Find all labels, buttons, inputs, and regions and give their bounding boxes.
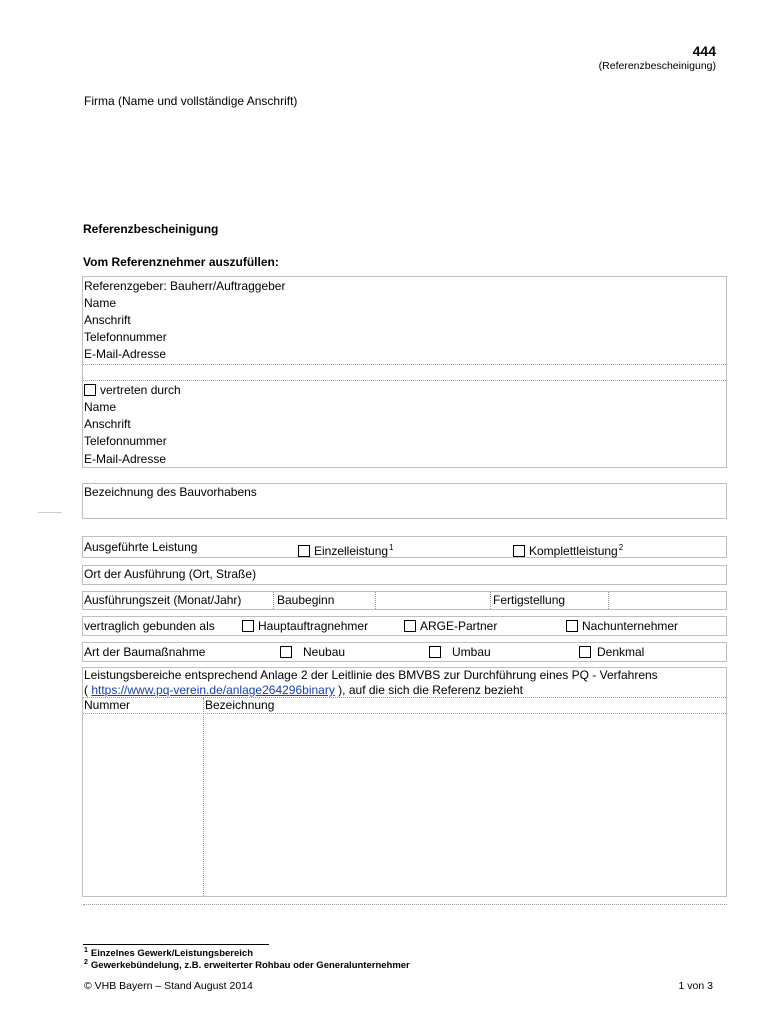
footnote-2 bbox=[84, 959, 410, 971]
vertrag-option-arge-partner bbox=[404, 618, 497, 635]
form-number: 444 bbox=[692, 43, 716, 59]
umbau-checkbox[interactable] bbox=[429, 646, 441, 658]
umbau-label: Umbau bbox=[452, 645, 491, 659]
hauptauftragnehmer-checkbox[interactable] bbox=[242, 620, 254, 632]
bezeichnung-entry-area[interactable] bbox=[205, 714, 725, 896]
vertreten-anschrift-field[interactable]: Anschrift bbox=[84, 417, 131, 431]
vertrag-label: vertraglich gebunden als bbox=[84, 619, 215, 633]
nachunternehmer-label: Nachunternehmer bbox=[582, 619, 679, 633]
margin-mark bbox=[38, 512, 62, 513]
footnote-1 bbox=[84, 947, 253, 959]
footnote-2-number: 2 bbox=[84, 959, 88, 966]
einzelleistung-checkbox[interactable] bbox=[298, 545, 310, 557]
referenzgeber-heading: Referenzgeber: Bauherr/Auftraggeber bbox=[84, 279, 286, 293]
vertreten-checkbox[interactable] bbox=[84, 384, 96, 396]
section-subtitle: Vom Referenznehmer auszufüllen: bbox=[83, 255, 279, 269]
divider bbox=[490, 592, 491, 609]
baubeginn-field[interactable] bbox=[377, 592, 489, 609]
open-paren: ( bbox=[84, 683, 92, 697]
referenzgeber-box bbox=[82, 276, 727, 468]
vertreten-email-field[interactable]: E-Mail-Adresse bbox=[84, 452, 167, 466]
leistung-label: Ausgeführte Leistung bbox=[84, 540, 198, 554]
footnote-1-text: Einzelnes Gewerk/Leistungsbereich bbox=[90, 948, 253, 959]
arge-partner-checkbox[interactable] bbox=[404, 620, 416, 632]
footer-page-number: 1 von 3 bbox=[678, 980, 713, 992]
footer-copyright: © VHB Bayern – Stand August 2014 bbox=[84, 980, 253, 992]
divider bbox=[375, 592, 376, 609]
footnote-2-text: Gewerkebündelung, z.B. erweiterter Rohbau oder Generalunternehmer bbox=[90, 960, 410, 971]
divider bbox=[83, 904, 727, 905]
einzelleistung-option bbox=[298, 539, 394, 560]
leistungsbereiche-line2-rest: ), auf die sich die Referenz bezieht bbox=[334, 683, 523, 697]
firma-label: Firma (Name und vollständige Anschrift) bbox=[84, 94, 298, 108]
fertigstellung-label: Fertigstellung bbox=[493, 593, 566, 607]
denkmal-checkbox[interactable] bbox=[579, 646, 591, 658]
column-header-nummer: Nummer bbox=[84, 698, 131, 712]
bauvorhaben-label: Bezeichnung des Bauvorhabens bbox=[84, 485, 257, 499]
divider bbox=[203, 698, 204, 896]
baumassnahme-option-denkmal bbox=[579, 644, 644, 661]
leistungsbereiche-line1: Leistungsbereiche entsprechend Anlage 2 der Leitlinie des BMVBS zur Durchführung eines PQ - Verfahrens bbox=[84, 668, 658, 682]
divider bbox=[83, 364, 726, 365]
baubeginn-label: Baubeginn bbox=[277, 593, 335, 607]
vertreten-telefon-field[interactable]: Telefonnummer bbox=[84, 434, 167, 448]
hauptauftragnehmer-label: Hauptauftragnehmer bbox=[258, 619, 369, 633]
vertreten-label: vertreten durch bbox=[100, 383, 181, 397]
referenzgeber-telefon-field[interactable]: Telefonnummer bbox=[84, 330, 167, 344]
baumassnahme-option-umbau bbox=[429, 644, 491, 661]
komplettleistung-label: Komplettleistung bbox=[529, 544, 618, 558]
vertreten-row bbox=[84, 382, 181, 399]
footnote-rule bbox=[83, 944, 269, 945]
zeit-label: Ausführungszeit (Monat/Jahr) bbox=[84, 593, 242, 607]
denkmal-label: Denkmal bbox=[597, 645, 645, 659]
vertreten-name-field[interactable]: Name bbox=[84, 400, 117, 414]
baumassnahme-label: Art der Baumaßnahme bbox=[84, 645, 206, 659]
arge-partner-label: ARGE-Partner bbox=[420, 619, 498, 633]
footnote-1-number: 1 bbox=[84, 947, 88, 954]
nummer-entry-area[interactable] bbox=[84, 714, 202, 896]
komplettleistung-checkbox[interactable] bbox=[513, 545, 525, 557]
pq-verein-link[interactable]: https://www.pq-verein.de/anlage264296binary bbox=[91, 683, 335, 697]
form-subtitle: (Referenzbescheinigung) bbox=[598, 60, 716, 72]
einzelleistung-label: Einzelleistung bbox=[314, 544, 389, 558]
vertrag-option-nachunternehmer bbox=[566, 618, 678, 635]
divider bbox=[273, 592, 274, 609]
document-title: Referenzbescheinigung bbox=[83, 222, 219, 236]
divider bbox=[608, 592, 609, 609]
neubau-checkbox[interactable] bbox=[280, 646, 292, 658]
ort-label: Ort der Ausführung (Ort, Straße) bbox=[84, 567, 257, 581]
vertrag-option-hauptauftragnehmer bbox=[242, 618, 368, 635]
baumassnahme-option-neubau bbox=[280, 644, 345, 661]
referenzgeber-name-field[interactable]: Name bbox=[84, 296, 117, 310]
komplettleistung-option bbox=[513, 539, 623, 560]
footnote-ref-2: 2 bbox=[618, 543, 624, 552]
referenzgeber-anschrift-field[interactable]: Anschrift bbox=[84, 313, 131, 327]
referenzgeber-email-field[interactable]: E-Mail-Adresse bbox=[84, 347, 167, 361]
footnote-ref-1: 1 bbox=[389, 543, 394, 552]
column-header-bezeichnung: Bezeichnung bbox=[205, 698, 275, 712]
divider bbox=[83, 380, 726, 381]
nachunternehmer-checkbox[interactable] bbox=[566, 620, 578, 632]
divider bbox=[83, 697, 726, 698]
fertigstellung-field[interactable] bbox=[610, 592, 725, 609]
neubau-label: Neubau bbox=[303, 645, 346, 659]
